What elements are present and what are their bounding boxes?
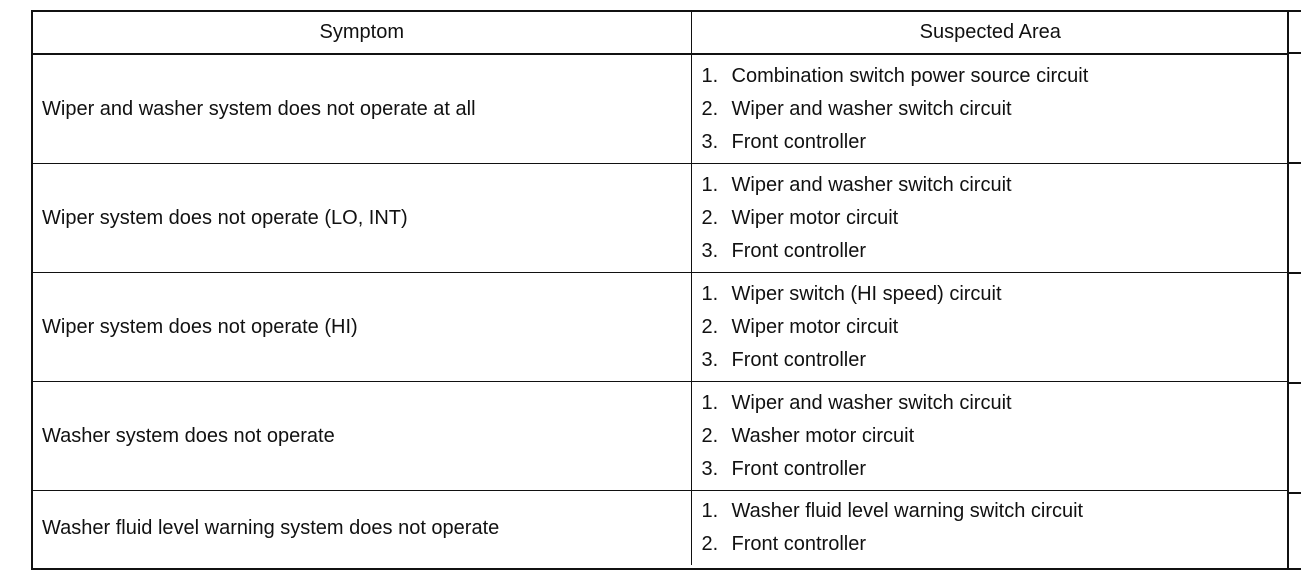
item-number: 3. [701, 457, 719, 480]
item-number: 2. [701, 315, 719, 338]
next-column-stub [1289, 492, 1301, 494]
item-number: 2. [701, 424, 719, 447]
item-text: Wiper and washer switch circuit [731, 173, 1012, 196]
item-number: 1. [701, 391, 719, 414]
suspected-area-list [692, 169, 1290, 268]
symptom-cell: Wiper system does not operate (HI) [33, 273, 691, 382]
item-text: Washer motor circuit [731, 424, 915, 447]
item-text: Front controller [731, 130, 866, 153]
symptom-cell: Washer system does not operate [33, 382, 691, 491]
list-item [692, 126, 1290, 159]
item-number: 3. [701, 130, 719, 153]
next-column-stub [1289, 10, 1301, 12]
item-number: 1. [701, 282, 719, 305]
symptom-table [33, 12, 1289, 565]
list-item [692, 420, 1290, 453]
list-item [692, 344, 1290, 377]
item-number: 3. [701, 348, 719, 371]
item-text: Front controller [731, 533, 866, 555]
suspected-area-list [692, 387, 1290, 486]
table-row [33, 273, 1289, 382]
suspected-area-list [692, 495, 1290, 561]
symptom-cell: Wiper and washer system does not operate at all [33, 54, 691, 164]
item-text: Washer fluid level warning switch circuit [731, 500, 1084, 522]
suspected-area-cell [691, 382, 1289, 491]
next-column-stub [1289, 162, 1301, 164]
table-row [33, 54, 1289, 164]
list-item [692, 202, 1290, 235]
symptom-cell: Washer fluid level warning system does not operate [33, 491, 691, 566]
list-item [692, 387, 1290, 420]
list-item [692, 235, 1290, 268]
next-column-stub [1289, 272, 1301, 274]
item-text: Wiper and washer switch circuit [731, 97, 1012, 120]
list-item [692, 169, 1290, 202]
item-number: 2. [701, 206, 719, 229]
item-text: Front controller [731, 239, 866, 262]
list-item [692, 311, 1290, 344]
item-number: 2. [701, 533, 719, 555]
item-number: 1. [701, 500, 719, 522]
item-number: 2. [701, 97, 719, 120]
list-item [692, 278, 1290, 311]
suspected-area-list [692, 60, 1290, 159]
suspected-area-column-header: Suspected Area [691, 12, 1289, 54]
item-number: 3. [701, 239, 719, 262]
list-item [692, 495, 1290, 528]
symptom-cell: Wiper system does not operate (LO, INT) [33, 164, 691, 273]
item-text: Wiper and washer switch circuit [731, 391, 1012, 414]
item-text: Wiper switch (HI speed) circuit [731, 282, 1002, 305]
list-item [692, 528, 1290, 561]
suspected-area-cell [691, 491, 1289, 566]
table-row [33, 382, 1289, 491]
table-header-row [33, 12, 1289, 54]
suspected-area-list [692, 278, 1290, 377]
item-text: Front controller [731, 348, 866, 371]
list-item [692, 453, 1290, 486]
next-column-stub [1289, 52, 1301, 54]
suspected-area-cell [691, 54, 1289, 164]
table-row [33, 164, 1289, 273]
item-number: 1. [701, 173, 719, 196]
item-text: Wiper motor circuit [731, 206, 899, 229]
table-row [33, 491, 1289, 566]
symptom-table-frame [31, 10, 1289, 570]
suspected-area-cell [691, 164, 1289, 273]
item-text: Combination switch power source circuit [731, 64, 1089, 87]
list-item [692, 60, 1290, 93]
item-text: Front controller [731, 457, 866, 480]
table-right-border [1287, 10, 1289, 570]
item-text: Wiper motor circuit [731, 315, 899, 338]
next-column-stub [1289, 382, 1301, 384]
next-column-stub [1289, 568, 1301, 570]
item-number: 1. [701, 64, 719, 87]
suspected-area-cell [691, 273, 1289, 382]
symptom-column-header: Symptom [33, 12, 691, 54]
list-item [692, 93, 1290, 126]
